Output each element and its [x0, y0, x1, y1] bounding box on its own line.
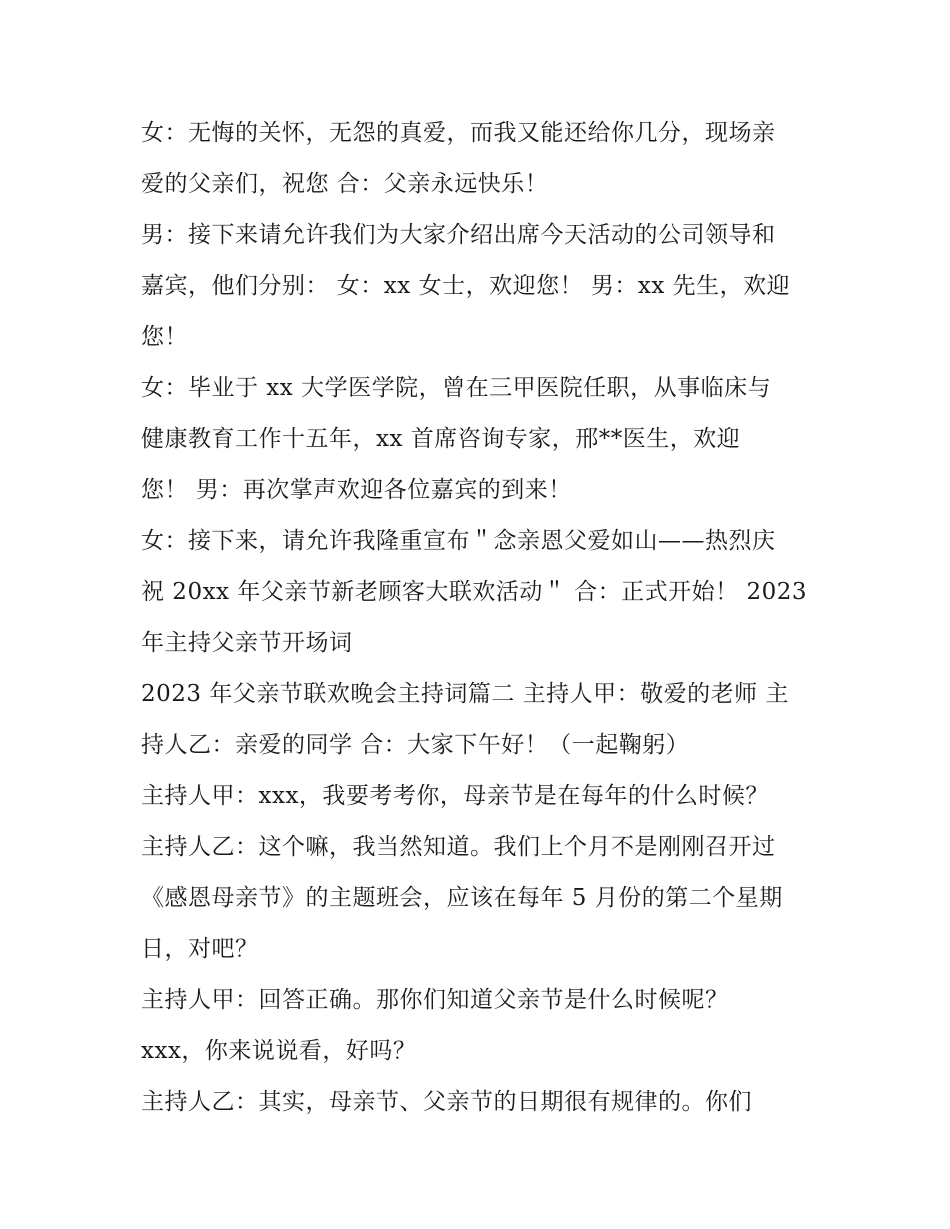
text-line: 《感恩母亲节》的主题班会，应该在每年 5 月份的第二个星期: [141, 885, 783, 911]
text-line: 主持人乙：这个嘛，我当然知道。我们上个月不是刚刚召开过: [141, 834, 776, 860]
text-line: xxx，你来说说看，好吗？: [141, 1038, 417, 1064]
text-line: 祝 20xx 年父亲节新老顾客大联欢活动＂ 合：正式开始！ 2023: [141, 579, 807, 605]
text-line: 您！: [141, 324, 188, 350]
text-line: 健康教育工作十五年，xx 首席咨询专家，邢**医生，欢迎: [141, 426, 741, 452]
text-line: 您！ 男：再次掌声欢迎各位嘉宾的到来！: [141, 477, 572, 503]
text-line: 嘉宾，他们分别： 女：xx 女士，欢迎您！ 男：xx 先生，欢迎: [141, 273, 791, 299]
text-line: 爱的父亲们，祝您 合：父亲永远快乐！: [141, 171, 549, 197]
text-line: 主持人甲：xxx，我要考考你，母亲节是在每年的什么时候？: [141, 783, 769, 809]
text-line: 日，对吧？: [141, 936, 259, 962]
text-line: 2023 年父亲节联欢晚会主持词篇二 主持人甲：敬爱的老师 主: [141, 681, 789, 707]
text-line: 年主持父亲节开场词: [141, 630, 353, 656]
document-body: [141, 108, 821, 1128]
text-line: 主持人甲：回答正确。那你们知道父亲节是什么时候呢？: [141, 987, 729, 1013]
text-line: 男：接下来请允许我们为大家介绍出席今天活动的公司领导和: [141, 222, 776, 248]
text-line: 主持人乙：其实，母亲节、父亲节的日期很有规律的。你们: [141, 1089, 752, 1115]
text-line: 女：毕业于 xx 大学医学院，曾在三甲医院任职，从事临床与: [141, 375, 772, 401]
text-line: 持人乙：亲爱的同学 合：大家下午好！（一起鞠躬）: [141, 732, 690, 758]
text-line: 女：无悔的关怀，无怨的真爱，而我又能还给你几分，现场亲: [141, 120, 776, 146]
text-line: 女：接下来，请允许我隆重宣布＂念亲恩父爱如山——热烈庆: [141, 528, 776, 554]
